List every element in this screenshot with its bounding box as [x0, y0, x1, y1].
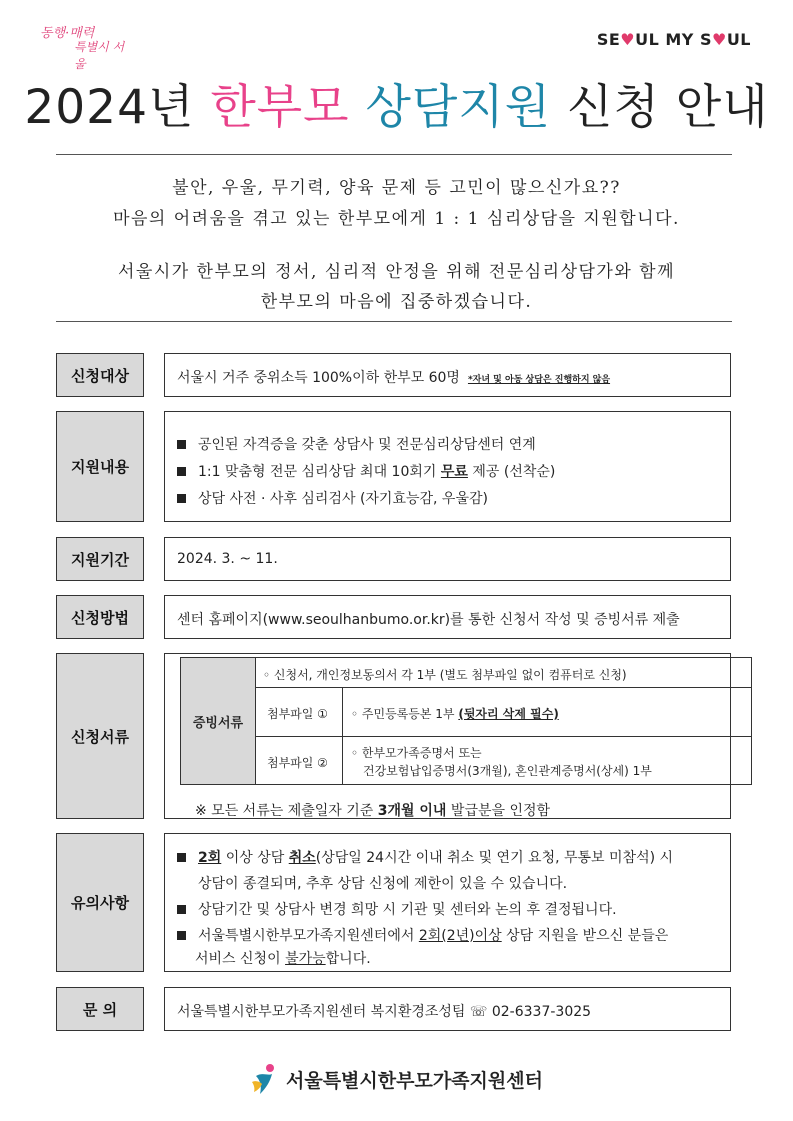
notes-label: 유의사항 — [56, 833, 144, 972]
documents-label: 신청서류 — [56, 653, 144, 819]
page-title: 2024년 한부모 상담지원 신청 안내 — [24, 80, 769, 135]
support-bullet-1: 공인된 자격증을 갖춘 상담사 및 전문심리상담센터 연계 — [177, 434, 536, 454]
divider-bottom — [56, 321, 732, 322]
notes-content — [164, 833, 731, 972]
notes-item-3-line-2: 서비스 신청이 불가능합니다. — [195, 951, 371, 967]
target-label: 신청대상 — [56, 353, 144, 397]
attach-2-label: 첨부파일 ② — [267, 756, 328, 770]
seoul-slogan-logo: 동행·매력 특별시 서울 — [40, 26, 125, 71]
target-note: *자녀 및 아동 상담은 진행하지 않음 — [467, 375, 611, 385]
contact-content: 서울특별시한부모가족지원센터 복지환경조성팀 ☏ 02-6337-3025 — [164, 987, 731, 1031]
documents-table — [180, 657, 752, 785]
intro-line-3: 서울시가 한부모의 정서, 심리적 안정을 위해 전문심리상담가와 함께 — [117, 262, 676, 282]
footer-org-logo: 서울특별시한부모가족지원센터 — [250, 1062, 550, 1096]
intro-line-4: 한부모의 마음에 집중하겠습니다. — [260, 292, 533, 312]
attach-1-content: ◦ 주민등록등본 1부 (뒷자리 삭제 필수) — [351, 707, 559, 721]
divider-top — [56, 154, 732, 155]
method-content: 센터 홈페이지(www.seoulhanbumo.or.kr)를 통한 신청서 작성 및 증빙서류 제출 — [164, 595, 731, 639]
intro-line-2: 마음의 어려움을 겪고 있는 한부모에게 1 : 1 심리상담을 지원합니다. — [113, 209, 680, 229]
notes-item-2: 상담기간 및 상담사 변경 희망 시 기관 및 센터와 논의 후 결정됩니다. — [177, 899, 617, 919]
documents-content — [164, 653, 731, 819]
center-logo-icon — [250, 1062, 282, 1096]
period-label: 지원기간 — [56, 537, 144, 581]
seoul-my-soul-logo: SE♥UL MY S♥UL — [596, 30, 751, 49]
notes-item-1-line-2: 상담이 종결되며, 추후 상담 신청에 제한이 있을 수 있습니다. — [198, 876, 568, 892]
support-bullet-3: 상담 사전 · 사후 심리검사 (자기효능감, 우울감) — [177, 488, 488, 508]
attach-2-line-1: ◦ 한부모가족증명서 또는 — [351, 746, 482, 760]
notes-item-1: 2회 이상 상담 취소(상담일 24시간 이내 취소 및 연기 요청, 무통보 미참석) 시 — [177, 847, 673, 867]
proof-docs-label: 증빙서류 — [181, 658, 256, 784]
contact-label: 문 의 — [56, 987, 144, 1031]
intro-line-1: 불안, 우울, 무기력, 양육 문제 등 고민이 많으신가요?? — [172, 178, 621, 198]
attach-1-label: 첨부파일 ① — [267, 707, 328, 721]
documents-footnote: ※ 모든 서류는 제출일자 기준 3개월 이내 발급분을 인정함 — [195, 803, 551, 819]
support-content — [164, 411, 731, 522]
support-label: 지원내용 — [56, 411, 144, 522]
target-content: 서울시 거주 중위소득 100%이하 한부모 60명 *자녀 및 아동 상담은 진행하지 않음 — [164, 353, 731, 397]
method-label: 신청방법 — [56, 595, 144, 639]
support-bullet-2: 1:1 맞춤형 전문 심리상담 최대 10회기 무료 제공 (선착순) — [177, 461, 555, 481]
notes-item-3: 서울특별시한부모가족지원센터에서 2회(2년)이상 상담 지원을 받으신 분들은 — [177, 925, 668, 945]
period-content: 2024. 3. ~ 11. — [164, 537, 731, 581]
attach-2-line-2: 건강보험납입증명서(3개월), 혼인관계증명서(상세) 1부 — [363, 764, 652, 778]
proof-row-application: ◦ 신청서, 개인정보동의서 각 1부 (별도 첨부파일 없이 컴퓨터로 신청) — [263, 668, 627, 682]
